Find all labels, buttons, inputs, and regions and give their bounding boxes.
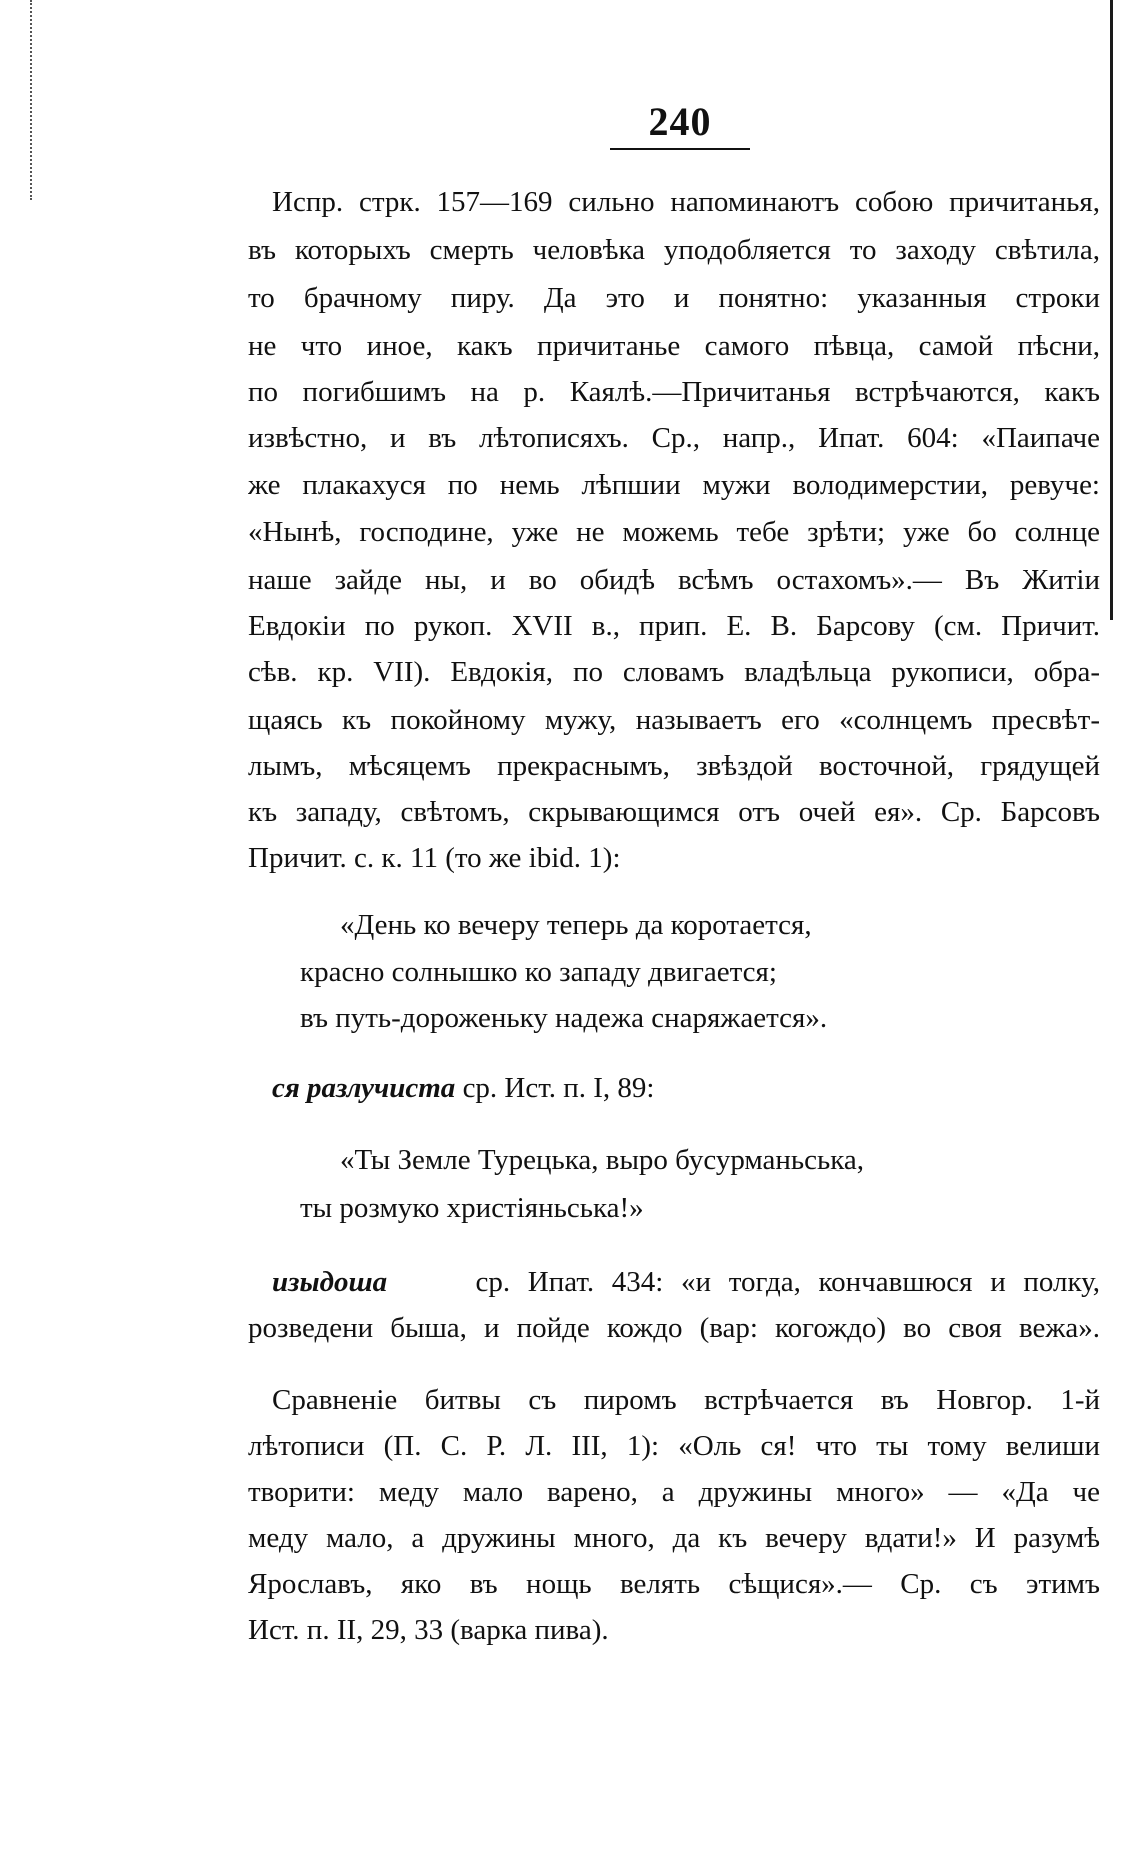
right-edge-line	[1110, 0, 1113, 620]
reference-term: изыдоша	[272, 1266, 388, 1298]
verse-line: «День ко вечеру теперь да коротается,	[340, 909, 812, 941]
paragraph-line: Евдокіи по рукоп. XVII в., прип. Е. В. Барсову (см. Причит.	[248, 610, 1100, 642]
page-number-rule	[610, 148, 750, 150]
paragraph-line: меду мало, а дружины много, да къ вечеру вдати!» И разумѣ	[248, 1522, 1100, 1554]
paragraph-line: лѣтописи (П. С. Р. Л. III, 1): «Оль ся! что ты тому велиши	[248, 1430, 1100, 1462]
paragraph-line: извѣстно, и въ лѣтописяхъ. Ср., напр., Ипат. 604: «Паипаче	[248, 422, 1100, 454]
paragraph-line: къ западу, свѣтомъ, скрывающимся отъ очей ея». Ср. Барсовъ	[248, 796, 1100, 828]
paragraph-line: щаясь къ покойному мужу, называетъ его «солнцемъ пресвѣт-	[248, 704, 1100, 736]
paragraph-line: Причит. с. к. 11 (то же ibid. 1):	[248, 842, 621, 874]
verse-line: «Ты Земле Турецька, выро бусурманьська,	[340, 1144, 865, 1176]
paragraph-line: сѣв. кр. VII). Евдокія, по словамъ владѣльца рукописи, обра-	[248, 656, 1100, 688]
paragraph-line: то брачному пиру. Да это и понятно: указанныя строки	[248, 282, 1100, 314]
paragraph-line: не что иное, какъ причитанье самого пѣвца, самой пѣсни,	[248, 330, 1100, 362]
paragraph-line: Ярославъ, яко въ нощь велять сѣщися».— Ср. съ этимъ	[248, 1568, 1100, 1600]
paragraph-line: въ которыхъ смерть человѣка уподобляется то заходу свѣтила,	[248, 234, 1100, 266]
reference-line	[272, 1068, 654, 1108]
paragraph-line: розведени быша, и пойде кождо (вар: когождо) во своя вежа».	[248, 1312, 1100, 1344]
paragraph-line: «Нынѣ, господине, уже не можемь тебе зрѣти; уже бо солнце	[248, 516, 1100, 548]
verse-line: красно солнышко ко западу двигается;	[300, 956, 777, 988]
verse-line: ты розмуко христіяньська!»	[300, 1192, 644, 1224]
reference-text: ср. Ипат. 434: «и тогда, кончавшюся и полку,	[475, 1266, 1100, 1298]
paragraph-line: Испр. стрк. 157—169 сильно напоминаютъ собою причитанья,	[272, 186, 1100, 218]
paragraph-line: наше зайде ны, и во обидѣ всѣмъ остахомъ».— Въ Житіи	[248, 564, 1100, 596]
reference-term: ся разлучиста	[272, 1072, 456, 1104]
left-edge-marks	[30, 0, 36, 200]
reference-text: ср. Ист. п. I, 89:	[462, 1072, 655, 1104]
paragraph-line: творити: меду мало варено, а дружины много» — «Да че	[248, 1476, 1100, 1508]
reference-line	[272, 1262, 1100, 1302]
paragraph-line: же плакахуся по немь лѣпшии мужи володимерстии, ревуче:	[248, 469, 1100, 501]
paragraph-line: Сравненіе битвы съ пиромъ встрѣчается въ Новгор. 1-й	[272, 1384, 1100, 1416]
page-number: 240	[648, 99, 712, 144]
verse-line: въ путь-дороженьку надежа снаряжается».	[300, 1002, 828, 1034]
paragraph-line: Ист. п. II, 29, 33 (варка пива).	[248, 1614, 609, 1646]
paragraph-line: лымъ, мѣсяцемъ прекраснымъ, звѣздой восточной, грядущей	[248, 750, 1100, 782]
paragraph-line: по погибшимъ на р. Каялѣ.—Причитанья встрѣчаются, какъ	[248, 376, 1100, 408]
